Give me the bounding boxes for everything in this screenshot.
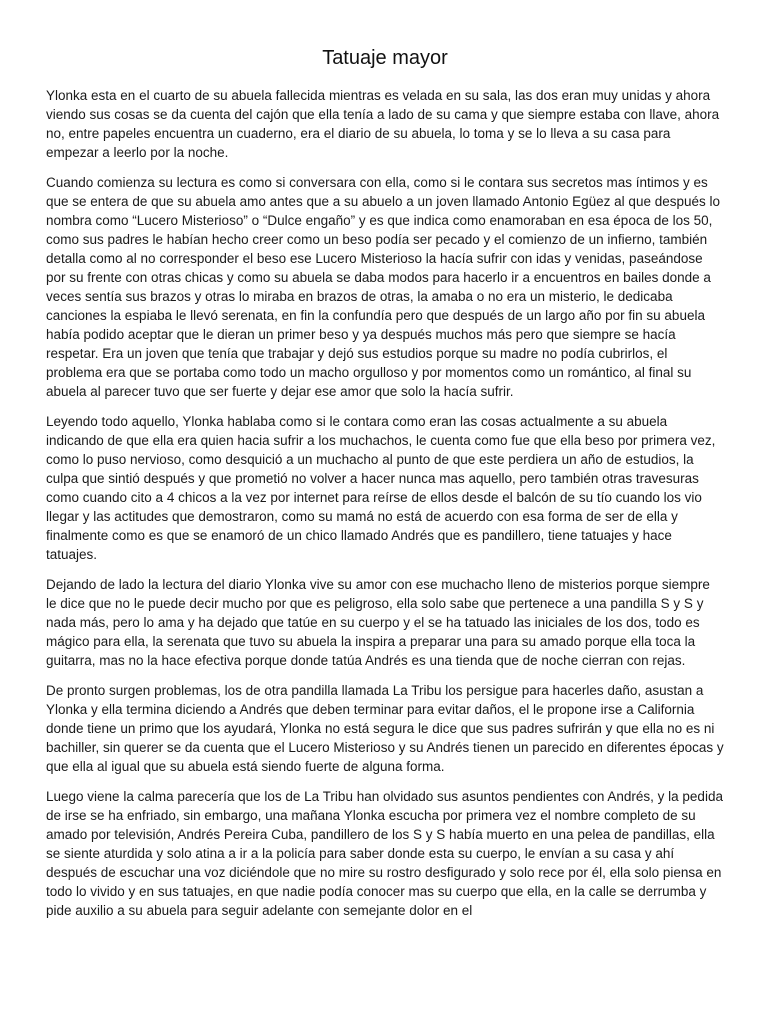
paragraph-5: De pronto surgen problemas, los de otra pandilla llamada La Tribu los persigue para hacerles daño, asustan a Ylonka y ella termina diciendo a Andrés que deben terminar para evitar daños, el le propone irse a California donde tiene un primo que los ayudará, Ylonka no está segura le dice que sus padres sufrirán y que ella no es ni bachiller, sin querer se da cuenta que el Lucero Misterioso y su Andrés tienen un parecido en diferentes épocas y que ella al igual que su abuela está siendo fuerte de alguna forma. [46,683,724,774]
paragraph-3: Leyendo todo aquello, Ylonka hablaba como si le contara como eran las cosas actualmente a su abuela indicando de que ella era quien hacia sufrir a los muchachos, le cuenta como fue que ella beso por primera vez, como lo puso nervioso, como desquició a un muchacho al punto de que este perdiera un año de estudios, la culpa que sintió después y que prometió no volver a hacer nunca mas aquello, pero también otras travesuras como cuando cito a 4 chicos a la vez por internet para reírse de ellos desde el balcón de su tío cuando los vio llegar y las actitudes que demostraron, como su mamá no está de acuerdo con esa forma de ser de ella y finalmente como es que se enamoró de un chico llamado Andrés que es pandillero, tiene tatuajes y hace tatuajes. [46,414,716,562]
document-title: Tatuaje mayor [322,47,448,69]
paragraph-2: Cuando comienza su lectura es como si conversara con ella, como si le contara sus secretos mas íntimos y es que se entera de que su abuela amo antes que a su abuelo a un joven llamado Antonio Egüez al que después lo nombra como “Lucero Misterioso” o “Dulce engaño” y es que indica como enamoraban en esa época de los 50, como sus padres le habían hecho creer como un beso podía ser pecado y el comienzo de un infierno, también detalla como al no corresponder el beso ese Lucero Misterioso la hacía sufrir con idas y venidas, paseándose por su frente con otras chicas y como su abuela se daba modos para hacerlo ir a encuentros en bailes donde a veces sentía sus brazos y otras lo miraba en brazos de otras, la amaba o no era un misterio, le dedicaba canciones la espiaba le llevó serenata, en fin la confundía pero que después de un largo año por fin su abuela había podido aceptar que le dieran un primer beso y ya después muchos más pero que siempre se hacía respetar. Era un joven que tenía que trabajar y dejó sus estudios porque su madre no podía cubrirlos, el problema era que se portaba como todo un macho orgulloso y por momentos como un romántico, al final su abuela al parecer tuvo que ser fuerte y dejar ese amor que solo la hacía sufrir. [46,175,721,399]
document-page [46,44,724,931]
paragraph-1: Ylonka esta en el cuarto de su abuela fallecida mientras es velada en su sala, las dos eran muy unidas y ahora viendo sus cosas se da cuenta del cajón que ella tenía a lado de su cama y que siempre estaba con llave, ahora no, entre papeles encuentra un cuaderno, era el diario de su abuela, lo toma y se lo lleva a su casa para empezar a leerlo por la noche. [46,88,720,160]
paragraph-6: Luego viene la calma parecería que los de La Tribu han olvidado sus asuntos pendientes con Andrés, y la pedida de irse se ha enfriado, sin embargo, una mañana Ylonka escucha por primera vez el nombre completo de su amado por televisión, Andrés Pereira Cuba, pandillero de los S y S había muerto en una pelea de pandillas, ella se siente aturdida y solo atina a ir a la policía para saber donde esta su cuerpo, le envían a su casa y ahí después de escuchar una voz diciéndole que no mire su rostro desfigurado y solo rece por él, ella solo piensa en todo lo vivido y en sus tatuajes, en que nadie podía conocer mas su cuerpo que ella, en la calle se derrumba y pide auxilio a su abuela para seguir adelante con semejante dolor en el [46,789,723,918]
paragraph-4: Dejando de lado la lectura del diario Ylonka vive su amor con ese muchacho lleno de misterios porque siempre le dice que no le puede decir mucho por que es peligroso, ella solo sabe que pertenece a una pandilla S y S y nada más, pero lo ama y ha dejado que tatúe en su cuerpo y el se ha tatuado las iniciales de los dos, todo es mágico para ella, la serenata que tuvo su abuela la inspira a preparar una para su amado porque ella toca la guitarra, mas no la hace efectiva porque donde tatúa Andrés es una tienda que de noche cierran con rejas. [46,577,710,668]
